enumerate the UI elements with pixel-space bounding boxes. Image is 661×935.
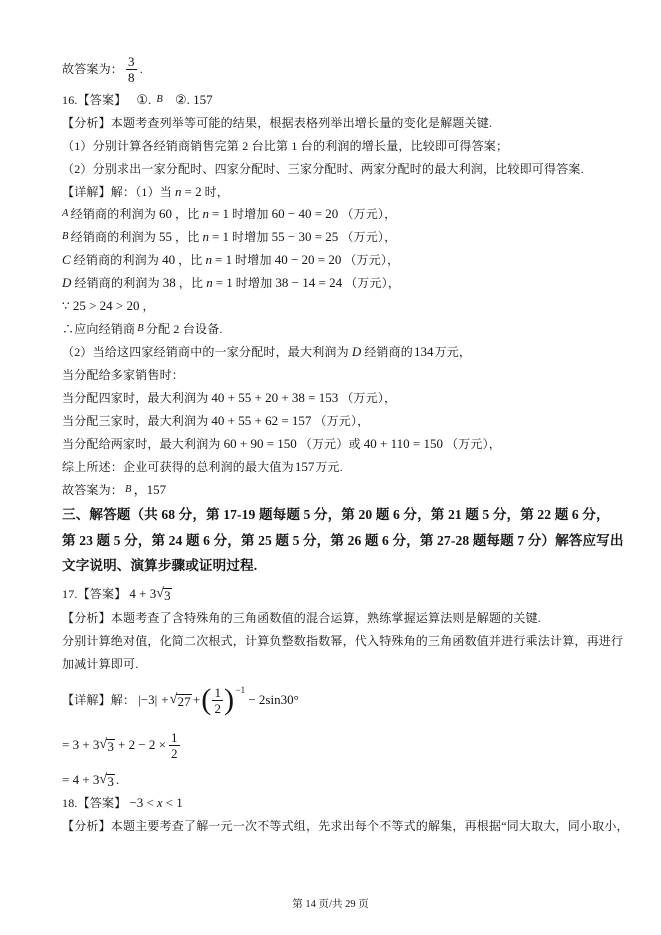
q16-dealer-b-line [62, 229, 396, 245]
text-segment: 故答案为： [62, 483, 124, 497]
exponent: −1 [235, 685, 246, 695]
text-segment: ，比 [178, 276, 204, 290]
math-inequality: 25 > 24 > 20 [72, 298, 140, 313]
math-variable: n [206, 275, 213, 290]
math-expression: −3 < [129, 795, 154, 810]
q16-dealer-c-line [62, 252, 399, 268]
dealer-profit: 40 [162, 252, 176, 267]
fraction-numerator: 3 [128, 53, 135, 69]
q17-step-1-line [62, 728, 183, 762]
unit-text: （万元）或 [299, 437, 361, 451]
plus-sign: + [161, 692, 169, 707]
q16-conclude-line [62, 321, 223, 337]
radicand: 3 [107, 774, 115, 789]
math-variable: n [202, 229, 209, 244]
dealer-profit: 60 [159, 206, 173, 221]
text-segment: 时增加 [235, 276, 273, 290]
text-segment: 当分配三家时，最大利润为 [62, 414, 209, 428]
q17-method-line-1: 分别计算绝对值，化简二次根式，计算负整数指数幂，代入特殊角的三角函数值并进行乘法计算，再进行 [62, 634, 624, 648]
text-segment: 综上所述：企业可获得的总利润的最大值为 [62, 460, 294, 474]
math-calculation: 55 − 30 = 25 [271, 229, 339, 244]
profit-value: 134 [414, 344, 434, 359]
section3-heading-line-3: 文字说明、演算步骤或证明过程. [62, 558, 258, 573]
q16-two-line [62, 436, 501, 452]
text-segment: ，157 [133, 482, 167, 497]
q17-detail-label: 【详解】解： [62, 693, 136, 707]
math-variable: n [205, 252, 212, 267]
math-calculation: 60 + 90 = 150 [223, 436, 297, 451]
square-root [99, 772, 115, 788]
dealer-name: D [62, 275, 72, 290]
math-expression: = 1 [215, 275, 233, 290]
math-expression: = 1 [214, 252, 233, 267]
q17-analysis: 【分析】本题考查了含特殊角的三角函数值的混合运算，熟练掌握运算法则是解题的关键. [62, 611, 542, 625]
q16-answer-line [62, 92, 216, 108]
square-root [156, 586, 172, 602]
math-variable: n [175, 184, 182, 199]
math-calculation: 40 + 110 = 150 [363, 436, 443, 451]
text-segment: ，比 [178, 253, 203, 267]
math-calculation: 60 − 40 = 20 [271, 206, 339, 221]
plus-sign: + [192, 692, 201, 707]
unit-text: （万元）， [345, 276, 401, 290]
math-expression: + 2 − 2 × [118, 737, 167, 752]
unit-text: （万元）， [341, 207, 397, 221]
fraction-denominator: 8 [128, 69, 135, 85]
dealer-name: B [62, 231, 69, 242]
q16-dealer-d-line [62, 275, 400, 291]
fraction-numerator: 1 [214, 684, 222, 700]
q17-answer-line [62, 584, 172, 604]
q16-final-line [62, 482, 169, 498]
text-segment: 经销商的利润为 [70, 207, 157, 221]
text-segment: 【详解】解：（1）当 [62, 185, 173, 199]
math-expression: = 1 [211, 229, 230, 244]
q16-answer-choice-1: ①. [136, 92, 152, 107]
fraction-denominator: 2 [214, 700, 222, 716]
text-segment: 时， [204, 185, 230, 199]
q16-part2-line [62, 344, 471, 360]
text-segment: 当分配给两家时，最大利润为 [62, 437, 221, 451]
because-symbol: ∵ [62, 299, 70, 313]
q16-dealer-a-line [62, 206, 396, 222]
text-segment: 当分配四家时，最大利润为 [62, 391, 209, 405]
dealer-name: B [137, 323, 144, 334]
text-segment: 时增加 [232, 207, 269, 221]
math-expression: = 2 [184, 184, 202, 199]
math-calculation: 40 + 55 + 62 = 157 [211, 413, 312, 428]
q16-four-line [62, 390, 396, 406]
text-segment: 时增加 [235, 253, 272, 267]
period: . [116, 772, 120, 787]
unit-text: （万元）， [344, 253, 400, 267]
section3-heading-line-1: 三、解答题（共 68 分，第 17-19 题每题 5 分，第 20 题 6 分，第 21 题 5 分，第 22 题 6 分， [62, 507, 610, 522]
radical-sign-icon: √ [99, 772, 108, 787]
text-segment: 经销商的利润为 [74, 276, 160, 290]
page-number-footer: 第 14 页/共 29 页 [292, 899, 369, 910]
math-expression: = 1 [211, 206, 230, 221]
square-root [99, 737, 115, 753]
q18-answer-label: 18.【答案】 [62, 796, 127, 810]
left-parenthesis: ( [201, 683, 212, 716]
radicand: 27 [177, 694, 191, 709]
text-segment: 万元， [434, 345, 472, 359]
math-expression: − 2sin30° [248, 692, 299, 707]
text-segment: ， [142, 299, 155, 313]
fraction [212, 685, 223, 716]
absolute-value: |−3| [138, 692, 158, 707]
right-parenthesis: ) [224, 683, 235, 716]
radical-sign-icon: √ [99, 737, 108, 752]
dealer-profit: 55 [159, 229, 173, 244]
radical-sign-icon: √ [169, 692, 178, 707]
q16-answer-label: 16.【答案】 [62, 93, 127, 107]
q16-step-1: （1）分别计算各经销商销售完第 2 台比第 1 台的利润的增长量，比较即可得答案； [62, 139, 509, 153]
dealer-name: A [62, 208, 69, 219]
math-expression: < 1 [165, 795, 183, 810]
q16-summary-line [62, 459, 343, 475]
text-segment: 经销商的利润为 [70, 230, 157, 244]
q16-step-2: （2）分别求出一家分配时、四家分配时、三家分配时、两家分配时的最大利润，比较即可得答案. [62, 162, 584, 176]
text-segment: 万元. [315, 460, 343, 474]
unit-text: （万元）， [314, 414, 370, 428]
max-profit-value: 157 [294, 459, 315, 474]
q17-step-2-line [62, 770, 122, 790]
text-segment: ，比 [175, 230, 200, 244]
text-segment: 分配 2 台设备. [145, 322, 223, 336]
math-expression: 4 + 3 [129, 586, 157, 601]
math-variable: n [202, 206, 209, 221]
q16-three-line [62, 413, 369, 429]
q17-detail-line [62, 680, 302, 720]
fraction-denominator: 2 [171, 745, 178, 761]
q16-answer-choice-1-value: B [156, 94, 163, 105]
dealer-name: C [62, 252, 71, 267]
fraction-numerator: 1 [171, 729, 178, 745]
math-variable: x [156, 795, 163, 810]
dealer-name: B [125, 484, 132, 495]
text-segment: （2）当给这四家经销商中的一家分配时，最大利润为 [62, 345, 349, 359]
text-segment: 时增加 [232, 230, 269, 244]
radicand: 3 [164, 588, 171, 603]
q15-answer-fraction [126, 54, 137, 85]
q15-answer-line [62, 52, 143, 86]
math-expression: = 4 + 3 [62, 772, 100, 787]
q17-answer-label: 17.【答案】 [62, 587, 127, 601]
unit-text: （万元）， [341, 230, 397, 244]
square-root [170, 692, 192, 708]
radicand: 3 [107, 739, 115, 754]
unit-text: （万元）， [341, 391, 397, 405]
section3-heading-line-2: 第 23 题 5 分，第 24 题 6 分，第 25 题 5 分，第 26 题 6 分，第 27-28 题每题 7 分）解答应写出 [62, 533, 624, 548]
q15-answer-end: . [139, 62, 143, 76]
q18-analysis: 【分析】本题主要考查了解一元一次不等式组，先求出每个不等式的解集，再根据“同大取大，同小取小， [62, 819, 629, 833]
q16-multi-line: 当分配给多家销售时： [62, 368, 185, 382]
radical-sign-icon: √ [156, 586, 165, 601]
q16-analysis: 【分析】本题考查列举等可能的结果，根据表格列举出增长量的变化是解题关键. [62, 116, 493, 130]
q16-compare-line [62, 298, 155, 314]
text-segment: 经销商的 [364, 345, 414, 359]
dealer-name: D [351, 344, 362, 359]
fraction [169, 730, 180, 761]
q17-method-line-2: 加减计算即可. [62, 657, 139, 671]
math-calculation: 38 − 14 = 24 [275, 275, 343, 290]
math-calculation: 40 + 55 + 20 + 38 = 153 [211, 390, 339, 405]
q18-answer-line [62, 795, 186, 811]
text-segment: ，比 [175, 207, 200, 221]
q16-answer-choice-2: ②. 157 [174, 92, 213, 107]
math-expression: = 3 + 3 [62, 737, 100, 752]
text-segment: 经销商的利润为 [73, 253, 160, 267]
dealer-profit: 38 [162, 275, 176, 290]
text-segment: ∴应向经销商 [62, 322, 136, 336]
math-calculation: 40 − 20 = 20 [274, 252, 342, 267]
q15-answer-label: 故答案为： [62, 62, 124, 76]
q16-detail-intro [62, 184, 229, 200]
unit-text: （万元）， [445, 437, 501, 451]
